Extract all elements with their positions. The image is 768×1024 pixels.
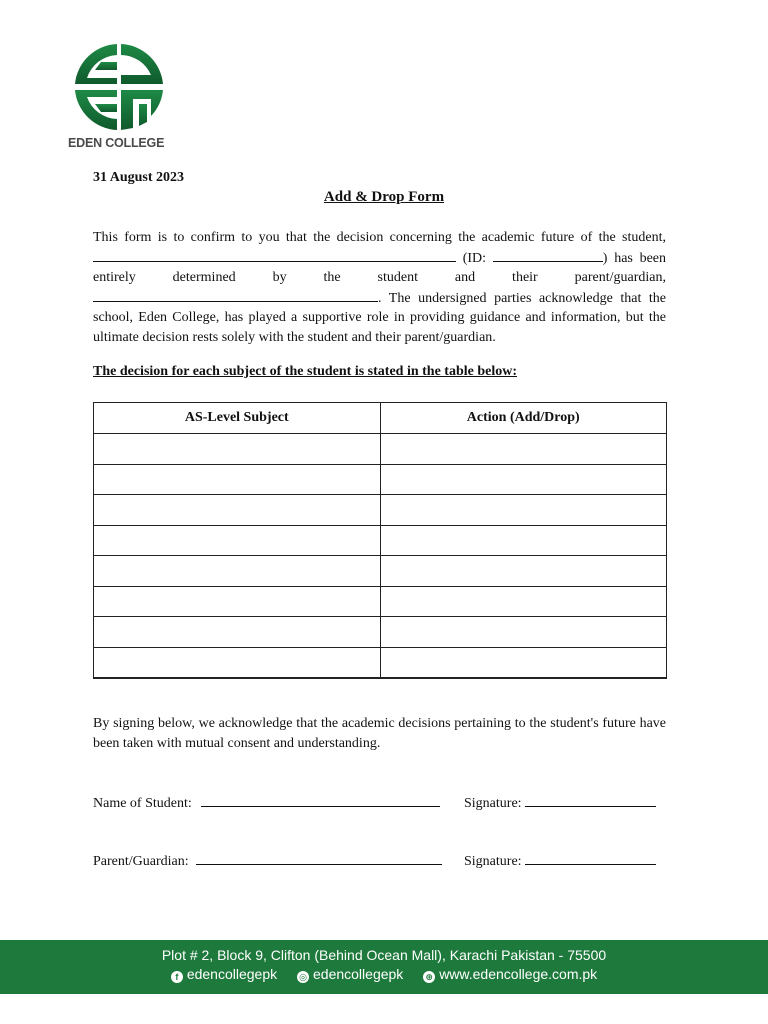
student-id-blank[interactable] [493, 248, 603, 262]
footer-bar [0, 940, 768, 994]
action-cell[interactable] [380, 586, 667, 617]
student-name-line[interactable] [201, 792, 440, 807]
parent-name-label: Parent/Guardian: [93, 854, 189, 869]
website-url: www.edencollege.com.pk [439, 966, 598, 982]
table-row [94, 556, 667, 587]
facebook-icon: f [171, 971, 183, 983]
column-header-action: Action (Add/Drop) [380, 403, 667, 434]
student-name-label: Name of Student: [93, 796, 192, 811]
footer-links [0, 966, 768, 983]
website-link[interactable] [423, 966, 597, 983]
facebook-handle: edencollegepk [186, 966, 278, 982]
intro-text-3: . The undersigned parties acknowledge that the school, Eden College, has played a supportive role in providing guidance and information, but the ultimate decision rests solely with the student and their parent/guardian. [93, 290, 666, 345]
intro-text-2: has been entirely determined by the student and their parent/guardian, [93, 250, 667, 285]
action-cell[interactable] [380, 464, 667, 495]
parent-signature [464, 850, 656, 870]
table-row [94, 617, 667, 648]
parent-signature-line[interactable] [525, 850, 656, 865]
instagram-handle: edencollegepk [313, 966, 404, 982]
facebook-link[interactable] [171, 966, 277, 983]
column-header-subject: AS-Level Subject [94, 403, 381, 434]
table-row [94, 495, 667, 526]
parent-name-line[interactable] [196, 850, 442, 865]
subject-cell[interactable] [94, 495, 381, 526]
student-signature [464, 792, 656, 812]
action-cell[interactable] [380, 617, 667, 648]
instagram-link[interactable] [297, 966, 403, 983]
college-logo [68, 42, 172, 150]
acknowledgement-text: By signing below, we acknowledge that the academic decisions pertaining to the student's future have been taken with mutual consent and understanding. [93, 716, 666, 751]
subject-cell[interactable] [94, 525, 381, 556]
subject-cell[interactable] [94, 556, 381, 587]
student-name-blank[interactable] [93, 248, 456, 262]
student-signature-line[interactable] [525, 792, 656, 807]
table-heading: The decision for each subject of the student is stated in the table below: [93, 364, 518, 379]
action-cell[interactable] [380, 647, 667, 678]
action-cell[interactable] [380, 525, 667, 556]
subject-cell[interactable] [94, 586, 381, 617]
student-signature-row [93, 792, 673, 812]
subject-table [93, 402, 667, 679]
signature-label: Signature: [464, 854, 522, 869]
eden-monogram-logo [71, 42, 167, 132]
intro-text-1: This form is to confirm to you that the decision concerning the academic future of the student, [93, 230, 666, 245]
document-date: 31 August 2023 [93, 170, 185, 185]
action-cell[interactable] [380, 495, 667, 526]
table-row [94, 647, 667, 678]
parent-signature-row [93, 850, 673, 870]
table-header-row [94, 403, 667, 434]
logo-wordmark: EDEN COLLEGE [68, 136, 165, 150]
subject-cell[interactable] [94, 434, 381, 465]
parent-name-blank[interactable] [93, 288, 378, 302]
table-row [94, 525, 667, 556]
id-label: (ID: [462, 250, 487, 266]
action-cell[interactable] [380, 556, 667, 587]
signature-label: Signature: [464, 796, 522, 811]
table-row [94, 464, 667, 495]
table-row [94, 586, 667, 617]
page-title: Add & Drop Form [323, 189, 445, 205]
subject-cell[interactable] [94, 464, 381, 495]
instagram-icon: ◎ [297, 971, 309, 983]
subject-cell[interactable] [94, 617, 381, 648]
intro-paragraph [93, 228, 666, 347]
action-cell[interactable] [380, 434, 667, 465]
id-close: ) [602, 250, 608, 266]
subject-cell[interactable] [94, 647, 381, 678]
table-row [94, 434, 667, 465]
footer-address: Plot # 2, Block 9, Clifton (Behind Ocean Mall), Karachi Pakistan - 75500 [161, 947, 607, 963]
globe-icon: ⊕ [423, 971, 435, 983]
